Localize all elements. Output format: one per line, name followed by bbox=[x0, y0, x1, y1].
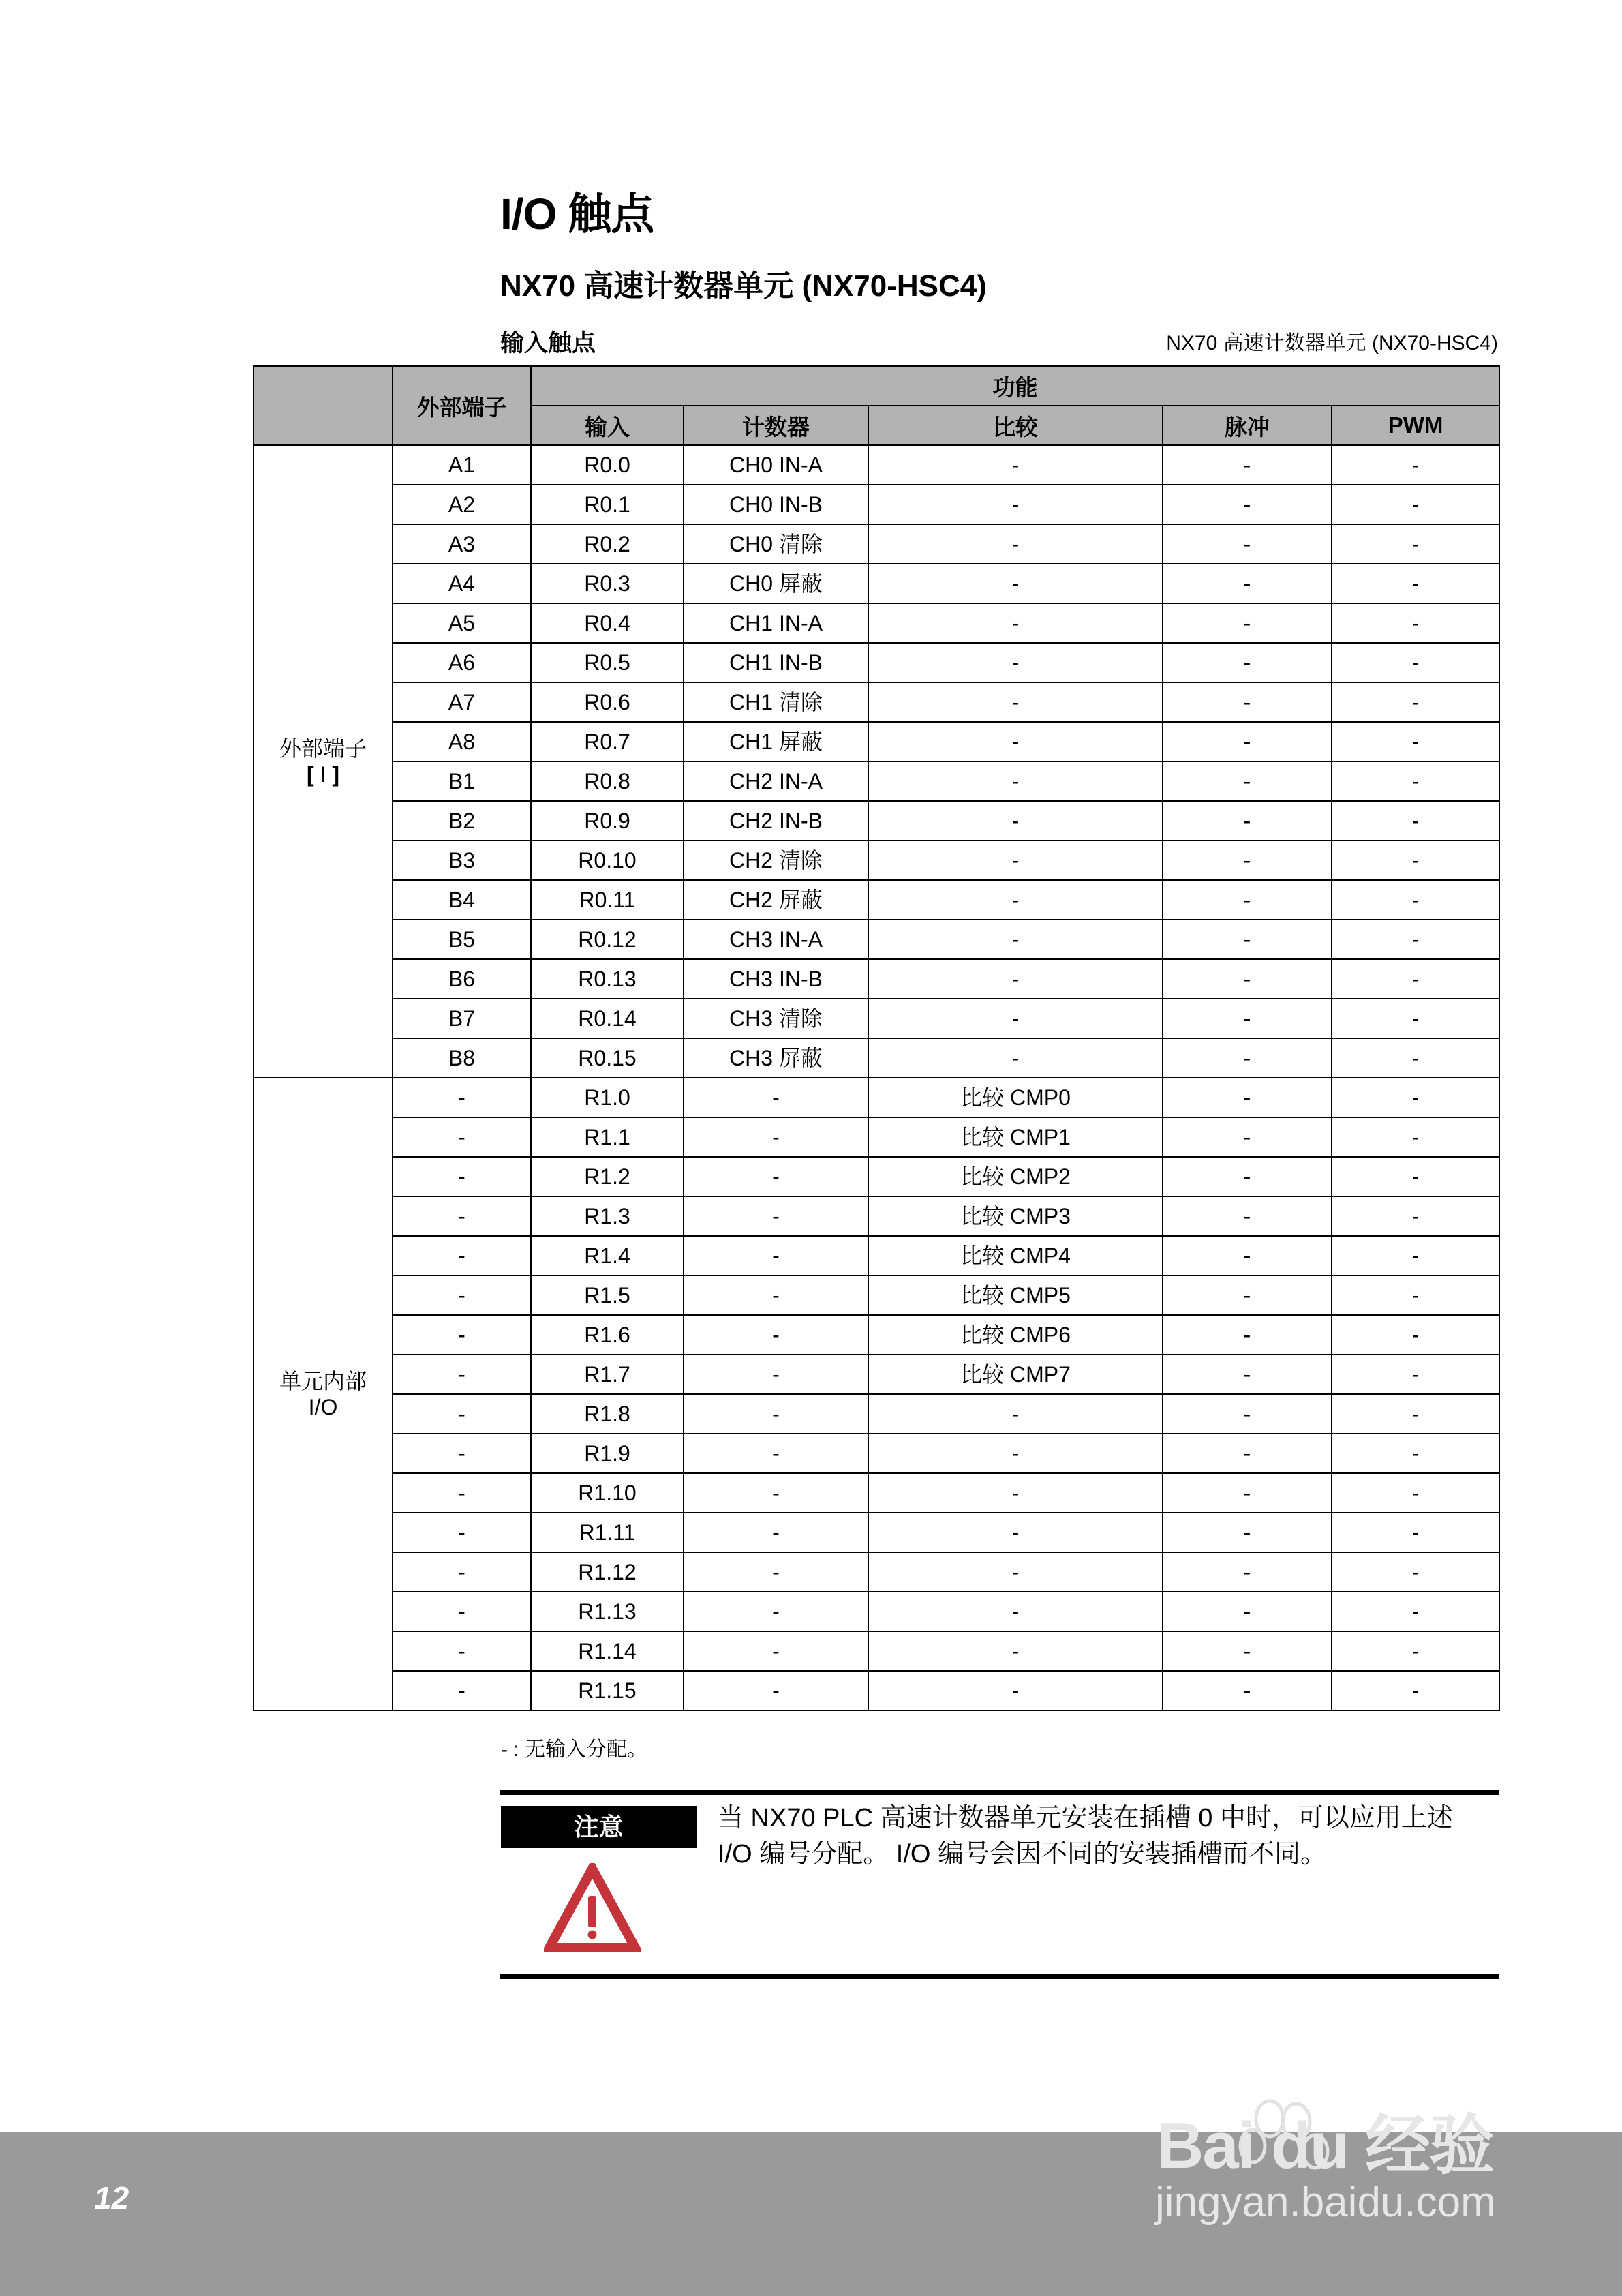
cell-terminal: - bbox=[393, 1275, 531, 1315]
cell-compare: - bbox=[868, 1671, 1163, 1710]
note-label: 注意 bbox=[501, 1806, 697, 1848]
cell-terminal: - bbox=[393, 1355, 531, 1394]
cell-input: R1.10 bbox=[531, 1473, 684, 1513]
cell-pulse: - bbox=[1163, 1196, 1332, 1236]
cell-terminal: A2 bbox=[393, 485, 531, 524]
table-row bbox=[254, 801, 1499, 841]
cell-counter: - bbox=[684, 1196, 868, 1236]
label-mid: I bbox=[313, 762, 333, 787]
cell-input: R1.8 bbox=[531, 1394, 684, 1434]
cell-pulse: - bbox=[1163, 1434, 1332, 1473]
cell-pulse: - bbox=[1163, 1513, 1332, 1552]
cell-counter: - bbox=[684, 1394, 868, 1434]
cell-counter: CH3 IN-A bbox=[684, 920, 868, 959]
cell-terminal: - bbox=[393, 1434, 531, 1473]
cell-pwm: - bbox=[1332, 880, 1499, 920]
cell-counter: - bbox=[684, 1473, 868, 1513]
cell-terminal: B7 bbox=[393, 999, 531, 1038]
cell-pulse: - bbox=[1163, 1592, 1332, 1631]
table-row bbox=[254, 1078, 1499, 1117]
table-row bbox=[254, 999, 1499, 1038]
table-header-row bbox=[254, 366, 1499, 406]
cell-pwm: - bbox=[1332, 1631, 1499, 1671]
cell-compare: - bbox=[868, 722, 1163, 761]
cell-pwm: - bbox=[1332, 841, 1499, 880]
cell-pulse: - bbox=[1163, 524, 1332, 564]
cell-pwm: - bbox=[1332, 1038, 1499, 1078]
cell-counter: - bbox=[684, 1315, 868, 1355]
cell-compare: - bbox=[868, 801, 1163, 841]
table-row bbox=[254, 1157, 1499, 1196]
watermark-url: jingyan.baidu.com bbox=[1155, 2179, 1496, 2226]
cell-input: R1.2 bbox=[531, 1157, 684, 1196]
cell-pulse: - bbox=[1163, 880, 1332, 920]
cell-input: R1.6 bbox=[531, 1315, 684, 1355]
cell-counter: CH0 IN-A bbox=[684, 445, 868, 485]
note-bottom-rule bbox=[500, 1974, 1499, 1979]
cell-terminal: - bbox=[393, 1631, 531, 1671]
cell-counter: - bbox=[684, 1078, 868, 1117]
header-blank bbox=[254, 366, 393, 445]
cell-input: R1.12 bbox=[531, 1552, 684, 1592]
cell-counter: - bbox=[684, 1671, 868, 1710]
group-label-line2 bbox=[254, 761, 392, 787]
header-compare: 比较 bbox=[868, 406, 1163, 445]
table-row bbox=[254, 1592, 1499, 1631]
table-row bbox=[254, 1434, 1499, 1473]
cell-counter: CH2 清除 bbox=[684, 841, 868, 880]
cell-pulse: - bbox=[1163, 1117, 1332, 1157]
cell-input: R1.1 bbox=[531, 1117, 684, 1157]
cell-counter: - bbox=[684, 1592, 868, 1631]
note-top-rule bbox=[500, 1790, 1499, 1795]
group-label-external-terminal bbox=[254, 445, 393, 1078]
table-row bbox=[254, 1394, 1499, 1434]
cell-terminal: A7 bbox=[393, 682, 531, 722]
table-row bbox=[254, 1513, 1499, 1552]
cell-pulse: - bbox=[1163, 999, 1332, 1038]
cell-pulse: - bbox=[1163, 1236, 1332, 1275]
cell-terminal: B2 bbox=[393, 801, 531, 841]
cell-pulse: - bbox=[1163, 1038, 1332, 1078]
note-text bbox=[718, 1800, 1501, 1873]
cell-counter: CH3 屏蔽 bbox=[684, 1038, 868, 1078]
cell-counter: - bbox=[684, 1117, 868, 1157]
cell-counter: - bbox=[684, 1157, 868, 1196]
cell-terminal: A3 bbox=[393, 524, 531, 564]
cell-input: R1.0 bbox=[531, 1078, 684, 1117]
cell-input: R1.11 bbox=[531, 1513, 684, 1552]
cell-compare: - bbox=[868, 603, 1163, 643]
cell-pulse: - bbox=[1163, 564, 1332, 603]
cell-pulse: - bbox=[1163, 1275, 1332, 1315]
cell-input: R1.3 bbox=[531, 1196, 684, 1236]
cell-input: R0.0 bbox=[531, 445, 684, 485]
cell-pwm: - bbox=[1332, 1275, 1499, 1315]
header-pulse: 脉冲 bbox=[1163, 406, 1332, 445]
label-bracket-close: ] bbox=[332, 762, 339, 787]
cell-compare: - bbox=[868, 485, 1163, 524]
cell-compare: 比较 CMP5 bbox=[868, 1275, 1163, 1315]
cell-pwm: - bbox=[1332, 485, 1499, 524]
warning-triangle-icon bbox=[544, 1863, 641, 1953]
cell-terminal: - bbox=[393, 1078, 531, 1117]
cell-counter: CH0 清除 bbox=[684, 524, 868, 564]
io-contacts-table bbox=[253, 365, 1500, 1711]
table-row bbox=[254, 761, 1499, 801]
cell-input: R0.3 bbox=[531, 564, 684, 603]
cell-terminal: - bbox=[393, 1671, 531, 1710]
header-input: 输入 bbox=[531, 406, 684, 445]
cell-pwm: - bbox=[1332, 999, 1499, 1038]
cell-pulse: - bbox=[1163, 1078, 1332, 1117]
cell-counter: - bbox=[684, 1355, 868, 1394]
cell-terminal: A1 bbox=[393, 445, 531, 485]
table-row bbox=[254, 1552, 1499, 1592]
cell-terminal: - bbox=[393, 1552, 531, 1592]
cell-pwm: - bbox=[1332, 1078, 1499, 1117]
cell-pwm: - bbox=[1332, 1236, 1499, 1275]
cell-input: R0.14 bbox=[531, 999, 684, 1038]
table-row bbox=[254, 682, 1499, 722]
cell-pulse: - bbox=[1163, 603, 1332, 643]
cell-counter: CH0 IN-B bbox=[684, 485, 868, 524]
cell-input: R1.14 bbox=[531, 1631, 684, 1671]
cell-input: R0.5 bbox=[531, 643, 684, 682]
table-row bbox=[254, 485, 1499, 524]
cell-pwm: - bbox=[1332, 959, 1499, 999]
cell-pulse: - bbox=[1163, 722, 1332, 761]
cell-pulse: - bbox=[1163, 643, 1332, 682]
cell-compare: - bbox=[868, 1513, 1163, 1552]
cell-terminal: - bbox=[393, 1513, 531, 1552]
cell-terminal: B3 bbox=[393, 841, 531, 880]
table-row bbox=[254, 1631, 1499, 1671]
cell-terminal: A6 bbox=[393, 643, 531, 682]
cell-compare: 比较 CMP6 bbox=[868, 1315, 1163, 1355]
cell-pwm: - bbox=[1332, 524, 1499, 564]
cell-terminal: A5 bbox=[393, 603, 531, 643]
cell-counter: - bbox=[684, 1434, 868, 1473]
cell-input: R0.13 bbox=[531, 959, 684, 999]
cell-pulse: - bbox=[1163, 761, 1332, 801]
cell-pulse: - bbox=[1163, 485, 1332, 524]
cell-compare: - bbox=[868, 643, 1163, 682]
cell-pulse: - bbox=[1163, 959, 1332, 999]
cell-pwm: - bbox=[1332, 1394, 1499, 1434]
table-row bbox=[254, 1275, 1499, 1315]
cell-terminal: B1 bbox=[393, 761, 531, 801]
cell-compare: - bbox=[868, 564, 1163, 603]
cell-counter: - bbox=[684, 1513, 868, 1552]
cell-pulse: - bbox=[1163, 682, 1332, 722]
cell-counter: - bbox=[684, 1275, 868, 1315]
cell-compare: - bbox=[868, 1631, 1163, 1671]
cell-pulse: - bbox=[1163, 1671, 1332, 1710]
cell-terminal: B5 bbox=[393, 920, 531, 959]
table-row bbox=[254, 1355, 1499, 1394]
cell-input: R0.7 bbox=[531, 722, 684, 761]
cell-counter: - bbox=[684, 1236, 868, 1275]
cell-pwm: - bbox=[1332, 682, 1499, 722]
cell-compare: 比较 CMP2 bbox=[868, 1157, 1163, 1196]
cell-compare: - bbox=[868, 1592, 1163, 1631]
cell-compare: 比较 CMP7 bbox=[868, 1355, 1163, 1394]
cell-pwm: - bbox=[1332, 1671, 1499, 1710]
cell-counter: CH3 IN-B bbox=[684, 959, 868, 999]
cell-counter: CH2 IN-A bbox=[684, 761, 868, 801]
table-row bbox=[254, 841, 1499, 880]
cell-pulse: - bbox=[1163, 1552, 1332, 1592]
table-row bbox=[254, 1196, 1499, 1236]
section-subtitle: NX70 高速计数器单元 (NX70-HSC4) bbox=[500, 269, 987, 303]
cell-compare: - bbox=[868, 999, 1163, 1038]
header-terminal: 外部端子 bbox=[393, 366, 531, 445]
cell-input: R0.4 bbox=[531, 603, 684, 643]
cell-counter: CH1 IN-A bbox=[684, 603, 868, 643]
cell-pwm: - bbox=[1332, 801, 1499, 841]
cell-compare: 比较 CMP4 bbox=[868, 1236, 1163, 1275]
cell-counter: CH2 屏蔽 bbox=[684, 880, 868, 920]
cell-terminal: A8 bbox=[393, 722, 531, 761]
cell-counter: CH1 屏蔽 bbox=[684, 722, 868, 761]
cell-terminal: - bbox=[393, 1473, 531, 1513]
table-row bbox=[254, 722, 1499, 761]
table-row bbox=[254, 880, 1499, 920]
table-row bbox=[254, 1671, 1499, 1710]
cell-pulse: - bbox=[1163, 1355, 1332, 1394]
cell-compare: 比较 CMP3 bbox=[868, 1196, 1163, 1236]
cell-pwm: - bbox=[1332, 761, 1499, 801]
cell-terminal: B6 bbox=[393, 959, 531, 999]
cell-compare: - bbox=[868, 1394, 1163, 1434]
cell-input: R0.8 bbox=[531, 761, 684, 801]
page-title: I/O 触点 bbox=[500, 190, 654, 239]
cell-counter: CH1 IN-B bbox=[684, 643, 868, 682]
cell-pwm: - bbox=[1332, 643, 1499, 682]
table-row bbox=[254, 643, 1499, 682]
cell-pwm: - bbox=[1332, 920, 1499, 959]
cell-pwm: - bbox=[1332, 564, 1499, 603]
cell-input: R0.6 bbox=[531, 682, 684, 722]
cell-compare: - bbox=[868, 1473, 1163, 1513]
cell-compare: - bbox=[868, 959, 1163, 999]
cell-input: R0.1 bbox=[531, 485, 684, 524]
cell-compare: - bbox=[868, 920, 1163, 959]
cell-pwm: - bbox=[1332, 722, 1499, 761]
cell-pwm: - bbox=[1332, 1315, 1499, 1355]
cell-terminal: A4 bbox=[393, 564, 531, 603]
cell-pulse: - bbox=[1163, 801, 1332, 841]
watermark-brand: Bai du 经验 bbox=[1157, 2109, 1494, 2182]
cell-compare: 比较 CMP0 bbox=[868, 1078, 1163, 1117]
table-row bbox=[254, 564, 1499, 603]
cell-input: R0.15 bbox=[531, 1038, 684, 1078]
cell-input: R1.5 bbox=[531, 1275, 684, 1315]
table-row bbox=[254, 1117, 1499, 1157]
header-counter: 计数器 bbox=[684, 406, 868, 445]
cell-pwm: - bbox=[1332, 1473, 1499, 1513]
cell-pwm: - bbox=[1332, 1434, 1499, 1473]
cell-terminal: - bbox=[393, 1236, 531, 1275]
cell-counter: CH0 屏蔽 bbox=[684, 564, 868, 603]
cell-pulse: - bbox=[1163, 1315, 1332, 1355]
table-row bbox=[254, 1473, 1499, 1513]
cell-input: R0.2 bbox=[531, 524, 684, 564]
cell-compare: 比较 CMP1 bbox=[868, 1117, 1163, 1157]
table-row bbox=[254, 1315, 1499, 1355]
cell-compare: - bbox=[868, 682, 1163, 722]
cell-compare: - bbox=[868, 841, 1163, 880]
table-row bbox=[254, 524, 1499, 564]
cell-input: R1.4 bbox=[531, 1236, 684, 1275]
label-bracket-open: [ bbox=[307, 762, 314, 787]
table-row bbox=[254, 1236, 1499, 1275]
cell-compare: - bbox=[868, 761, 1163, 801]
cell-pwm: - bbox=[1332, 1117, 1499, 1157]
cell-terminal: - bbox=[393, 1196, 531, 1236]
cell-terminal: - bbox=[393, 1592, 531, 1631]
cell-pulse: - bbox=[1163, 1394, 1332, 1434]
cell-compare: - bbox=[868, 880, 1163, 920]
header-function: 功能 bbox=[531, 366, 1499, 406]
cell-terminal: - bbox=[393, 1117, 531, 1157]
cell-counter: CH3 清除 bbox=[684, 999, 868, 1038]
group-label-line1: 外部端子 bbox=[279, 736, 367, 761]
cell-terminal: B8 bbox=[393, 1038, 531, 1078]
cell-input: R1.7 bbox=[531, 1355, 684, 1394]
cell-counter: CH2 IN-B bbox=[684, 801, 868, 841]
table-row bbox=[254, 603, 1499, 643]
cell-compare: - bbox=[868, 524, 1163, 564]
cell-pwm: - bbox=[1332, 1157, 1499, 1196]
cell-terminal: - bbox=[393, 1394, 531, 1434]
cell-input: R1.13 bbox=[531, 1592, 684, 1631]
table-row bbox=[254, 445, 1499, 485]
cell-pulse: - bbox=[1163, 841, 1332, 880]
table-row bbox=[254, 959, 1499, 999]
cell-terminal: B4 bbox=[393, 880, 531, 920]
cell-counter: CH1 清除 bbox=[684, 682, 868, 722]
group-label-internal-io bbox=[254, 1078, 393, 1710]
cell-terminal: - bbox=[393, 1157, 531, 1196]
cell-input: R0.9 bbox=[531, 801, 684, 841]
table-footnote: - : 无输入分配。 bbox=[501, 1738, 647, 1761]
cell-terminal: - bbox=[393, 1315, 531, 1355]
cell-pwm: - bbox=[1332, 1513, 1499, 1552]
group-label-line1: 单元内部 bbox=[279, 1369, 367, 1393]
cell-input: R1.9 bbox=[531, 1434, 684, 1473]
table-caption: NX70 高速计数器单元 (NX70-HSC4) bbox=[1166, 332, 1498, 354]
cell-counter: - bbox=[684, 1552, 868, 1592]
note-text-line1: 当 NX70 PLC 高速计数器单元安装在插槽 0 中时，可以应用上述 bbox=[718, 1804, 1453, 1832]
cell-input: R0.11 bbox=[531, 880, 684, 920]
cell-compare: - bbox=[868, 445, 1163, 485]
cell-counter: - bbox=[684, 1631, 868, 1671]
cell-pulse: - bbox=[1163, 920, 1332, 959]
cell-input: R1.15 bbox=[531, 1671, 684, 1710]
cell-pulse: - bbox=[1163, 1631, 1332, 1671]
cell-compare: - bbox=[868, 1552, 1163, 1592]
table-row bbox=[254, 920, 1499, 959]
cell-pwm: - bbox=[1332, 603, 1499, 643]
group-label-line2: I/O bbox=[308, 1395, 338, 1419]
table-row bbox=[254, 1038, 1499, 1078]
cell-pulse: - bbox=[1163, 1157, 1332, 1196]
cell-pwm: - bbox=[1332, 1355, 1499, 1394]
cell-pwm: - bbox=[1332, 445, 1499, 485]
header-pwm: PWM bbox=[1332, 406, 1499, 445]
cell-input: R0.10 bbox=[531, 841, 684, 880]
cell-compare: - bbox=[868, 1038, 1163, 1078]
cell-pulse: - bbox=[1163, 445, 1332, 485]
cell-input: R0.12 bbox=[531, 920, 684, 959]
note-text-line2: I/O 编号分配。 I/O 编号会因不同的安装插槽而不同。 bbox=[718, 1840, 1327, 1869]
cell-pwm: - bbox=[1332, 1196, 1499, 1236]
cell-pwm: - bbox=[1332, 1592, 1499, 1631]
cell-pulse: - bbox=[1163, 1473, 1332, 1513]
table-section-heading: 输入触点 bbox=[500, 330, 596, 357]
page-number: 12 bbox=[94, 2180, 129, 2216]
cell-compare: - bbox=[868, 1434, 1163, 1473]
cell-pwm: - bbox=[1332, 1552, 1499, 1592]
